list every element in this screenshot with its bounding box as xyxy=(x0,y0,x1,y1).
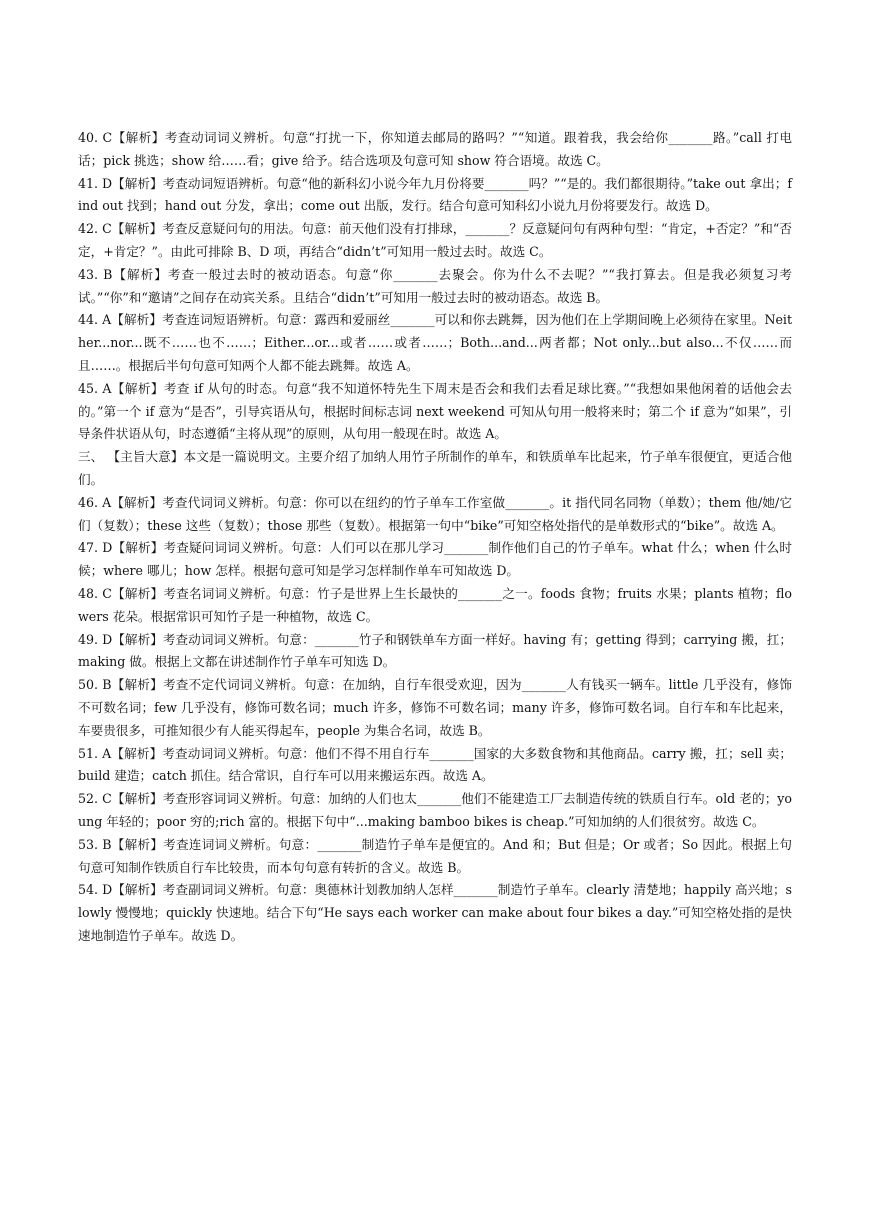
answer-53: 53. B【解析】考查连词词义辨析。句意：_______制造竹子单车是便宜的。And 和；But 但是；Or 或者；So 因此。根据上句句意可知制作铁质自行车比较贵，而本句句意有转折的含义。故选 B。 xyxy=(78,836,792,875)
section-3-summary: 三、 【主旨大意】本文是一篇说明文。主要介绍了加纳人用竹子所制作的单车，和铁质单车比起来，竹子单车很便宜，更适合他们。 xyxy=(78,449,792,487)
answer-41: 41. D【解析】考查动词短语辨析。句意“他的新科幻小说今年九月份将要_______吗？”“是的。我们都很期待。”take out 拿出；find out 找到；hand out 分发，拿出；come out 出版，发行。结合句意可知科幻小说九月份将要发行。故选 D。 xyxy=(78,175,792,214)
answer-48: 48. C【解析】考查名词词义辨析。句意：竹子是世界上生长最快的_______之一。foods 食物；fruits 水果；plants 植物；flowers 花朵。根据常识可知竹子是一种植物，故选 C。 xyxy=(78,585,792,624)
answer-50: 50. B【解析】考查不定代词词义辨析。句意：在加纳，自行车很受欢迎，因为_______人有钱买一辆车。little 几乎没有，修饰不可数名词；few 几乎没有，修饰可数名词；much 许多，修饰不可数名词；many 许多，修饰可数名词。自行车和车比起来，车要贵很多，可推知很少有人能买得起车，people 为集合名词，故选 B。 xyxy=(78,677,792,738)
answer-42: 42. C【解析】考查反意疑问句的用法。句意：前天他们没有打排球，_______？反意疑问句有两种句型：“肯定，+否定？”和“否定，+肯定？”。由此可排除 B、D 项，再结合“didn’t”可知用一般过去时。故选 C。 xyxy=(78,221,792,259)
answer-52: 52. C【解析】考查形容词词义辨析。句意：加纳的人们也太_______他们不能建造工厂去制造传统的铁质自行车。old 老的；young 年轻的；poor 穷的;rich 富的。根据下句中“...making bamboo bikes is cheap.”可知加纳的人们很贫穷。故选 C。 xyxy=(78,791,792,829)
answer-44: 44. A【解析】考查连词短语辨析。句意：露西和爱丽丝_______可以和你去跳舞，因为他们在上学期间晚上必须待在家里。Neither...nor...既不……也不……；Either...or...或者……或者……；Both...and...两者都；Not only...but also...不仅……而且……。根据后半句句意可知两个人都不能去跳舞。故选 A。 xyxy=(78,312,792,373)
answer-45: 45. A【解析】考查 if 从句的时态。句意“我不知道怀特先生下周末是否会和我们去看足球比赛。”“我想如果他闲着的话他会去的。”第一个 if 意为“是否”，引导宾语从句，根据时间标志词 next weekend 可知从句用一般将来时；第二个 if 意为“如果”，引导条件状语从句，时态遵循“主将从现”的原则，从句用一般现在时。故选 A。 xyxy=(78,380,792,442)
document-page xyxy=(78,127,792,948)
answer-49: 49. D【解析】考查动词词义辨析。句意：_______竹子和钢铁单车方面一样好。having 有；getting 得到；carrying 搬，扛；making 做。根据上文都在讲述制作竹子单车可知选 D。 xyxy=(78,631,792,670)
answer-54: 54. D【解析】考查副词词义辨析。句意：奥德林计划教加纳人怎样_______制造竹子单车。clearly 清楚地；happily 高兴地；slowly 慢慢地；quickly 快速地。结合下句“He says each worker can make about four bikes a day.”可知空格处指的是快速地制造竹子单车。故选 D。 xyxy=(78,882,792,943)
answer-43: 43. B【解析】考查一般过去时的被动语态。句意“你_______去聚会。你为什么不去呢？”“我打算去。但是我必须复习考试。”“你”和“邀请”之间存在动宾关系。且结合“didn’t”可知用一般过去时的被动语态。故选 B。 xyxy=(78,266,792,305)
answer-51: 51. A【解析】考查动词词义辨析。句意：他们不得不用自行车_______国家的大多数食物和其他商品。carry 搬，扛；sell 卖；build 建造；catch 抓住。结合常识，自行车可以用来搬运东西。故选 A。 xyxy=(78,745,792,784)
answer-40: 40. C【解析】考查动词词义辨析。句意“打扰一下，你知道去邮局的路吗？”“知道。跟着我，我会给你_______路。”call 打电话；pick 挑选；show 给……看；give 给予。结合选项及句意可知 show 符合语境。故选 C。 xyxy=(78,130,792,168)
answer-47: 47. D【解析】考查疑问词词义辨析。句意：人们可以在那儿学习_______制作他们自己的竹子单车。what 什么；when 什么时候；where 哪儿；how 怎样。根据句意可知是学习怎样制作单车可知故选 D。 xyxy=(78,540,792,579)
answer-46: 46. A【解析】考查代词词义辨析。句意：你可以在纽约的竹子单车工作室做_______。it 指代同名同物（单数）；them 他/她/它们（复数）；these 这些（复数）；those 那些（复数）。根据第一句中“bike”可知空格处指代的是单数形式的“bike”。故选 A。 xyxy=(78,494,792,533)
